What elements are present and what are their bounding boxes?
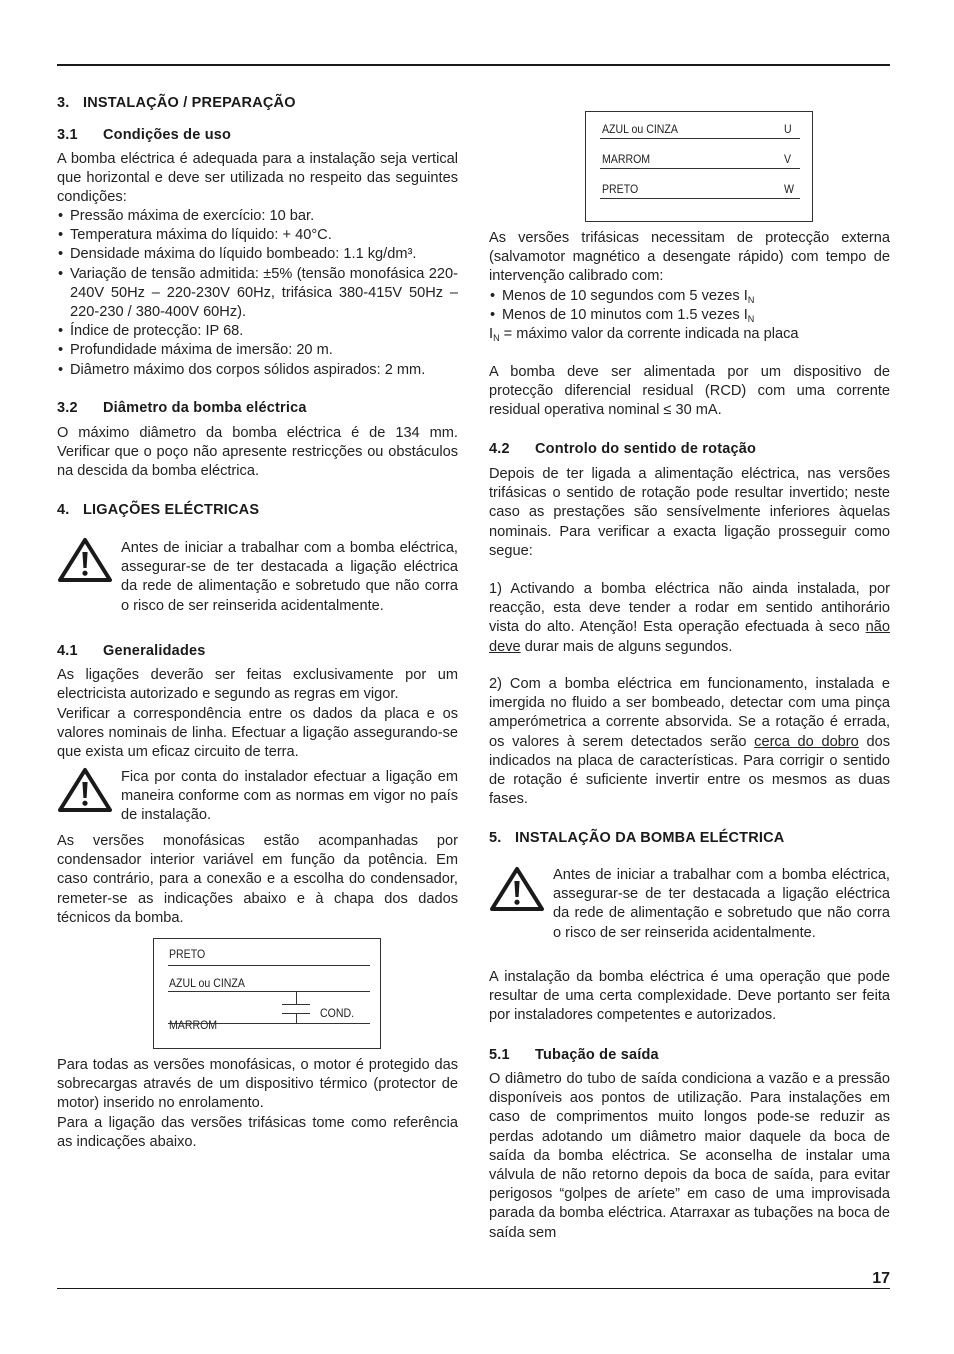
list-item: • Variação de tensão admitida: ±5% (tensão monofásica 220-240V 50Hz – 220-230V 60Hz, trifásica 380-415V 50Hz – 220-230 / 380-400V 60Hz). [57,265,458,323]
list-item: • Temperatura máxima do líquido: + 40°C. [57,226,458,245]
capacitor-lead [296,1013,297,1023]
terminal-label: W [784,182,794,196]
terminal-label: V [784,152,792,166]
wire-line [168,991,370,992]
installation-text: A instalação da bomba eléctrica é uma operação que pode resultar de uma certa complexidade. Deve portanto ser feita por instaladores competentes e autorizados. [489,969,890,1024]
rcd-text: A bomba deve ser alimentada por um dispositivo de protecção diferencial residual (RCD) com uma corrente residual operativa nominal ≤ 30 mA. [489,364,890,419]
section-3-2-heading: 3.2 Diâmetro da bomba eléctrica [57,400,307,416]
warning-text: Fica por conta do instalador efectuar a ligação em maneira conforme com as normas em vigor no país de instalação. [121,769,458,824]
list-item: • Menos de 10 segundos com 5 vezes $I_N$ [489,287,890,306]
pump-diameter-text: O máximo diâmetro da bomba eléctrica é de 134 mm. Verificar que o poço não apresente restricções ou obstáculos na descida da bomba eléctrica. [57,425,458,480]
wire-line [600,168,800,169]
generalities-text-2: Verificar a correspondência entre os dados da placa e os valores nominais de linha. Efectuar a ligação assegurando-se que exista um eficaz circuito de terra. [57,706,458,761]
rotation-step-2: 2) Com a bomba eléctrica em funcionamento, instalada e imergida no fluido a ser bombeado, detectar com uma pinça amperómetrica a corrente absorvida. Se a rotação é errada, os valores à serem detectados serão cerca do dobro dos indicados na placa de características. Para corrigir o sentido de rotação é suficiente invertir entre os mesmos as duas fases. [489,676,890,808]
wire-line [168,965,370,966]
warning-triangle-icon [57,537,113,583]
conditions-list [57,207,458,380]
list-item: • Índice de protecção: IP 68. [57,322,458,341]
capacitor-lead [296,991,297,1004]
list-item: • Densidade máxima do líquido bombeado: 1.1 kg/dm³. [57,245,458,264]
warning-block [489,866,890,943]
terminal-label: U [784,122,792,136]
wire-label-azul: AZUL ou CINZA [169,976,245,990]
three-phase-wiring-diagram [585,111,813,222]
bottom-rule [57,1288,890,1289]
wire-label-preto: PRETO [169,947,206,961]
section-5-1-heading: 5.1 Tubação de saída [489,1047,659,1063]
warning-triangle-icon [57,767,113,813]
thermal-protection-text: Para todas as versões monofásicas, o motor é protegido das sobrecargas através de um dispositivo térmico (protector de motor) inserido no enrolamento. [57,1057,458,1112]
single-phase-text: As versões monofásicas estão acompanhadas por condensador interior variável em função da potência. Em caso contrário, para a conexão e a escolha do condensador, remeter-se as indicações abaixo e à chapa dos dados técnicos da bomba. [57,833,458,926]
wire-label: AZUL ou CINZA [602,122,678,136]
section-3-1-heading: 3.1 Condições de uso [57,127,232,143]
section-4-2-heading: 4.2 Controlo do sentido de rotação [489,441,757,457]
section-4-1-heading: 4.1 Generalidades [57,643,206,659]
protection-timing-list [489,287,890,325]
outlet-pipe-text: O diâmetro do tubo de saída condiciona a vazão e a pressão disponíveis aos pontos de utilização. Para instalações em caso de comprimentos muito longos pode-se reduzir as perdas adotando um diâmetro maior daquele da boca de saída da bomba eléctrica. Se aconselha de instalar uma válvula de não retorno depois da boca de saída, para evitar perigosos “golpes de aríete” em caso de uma improvisada parada da bomba eléctrica. Atarraxar as tubações na boca de saída sem [489,1071,890,1241]
wire-line [168,1023,370,1024]
capacitor-plate [282,1004,310,1005]
warning-block [57,539,458,616]
wire-label: MARROM [602,152,651,166]
section-3-heading: 3. INSTALAÇÃO / PREPARAÇÃO [57,95,296,111]
wire-label: PRETO [602,182,639,196]
section-5-heading: 5. INSTALAÇÃO DA BOMBA ELÉCTRICA [489,830,785,846]
generalities-text-1: As ligações deverão ser feitas exclusivamente por um electricista autorizado e segundo as regras em vigor. [57,667,458,703]
warning-triangle-icon [489,866,545,912]
conditions-intro: A bomba eléctrica é adequada para a instalação seja vertical que horizontal e deve ser utilizada no respeito das seguintes condições: [57,151,458,206]
warning-text: Antes de iniciar a trabalhar com a bomba eléctrica, assegurar-se de ter destacada a ligação eléctrica da rede de alimentação e sobretudo que não corra o risco de ser reinserida acidentalmente. [121,540,458,614]
list-item: • Diâmetro máximo dos corpos sólidos aspirados: 2 mm. [57,361,458,380]
capacitor-label: COND. [320,1006,355,1020]
section-4-heading: 4. LIGAÇÕES ELÉCTRICAS [57,502,260,518]
rotation-step-1: 1) Activando a bomba eléctrica não ainda instalada, por reacção, esta deve tender a rodar em sentido antihorário vista do alto. Atenção! Esta operação efectuada à seco não deve durar mais de alguns segundos. [489,581,890,655]
wire-line [600,138,800,139]
wire-label-marrom: MARROM [169,1018,218,1032]
wire-line [600,198,800,199]
rotation-intro: Depois de ter ligada a alimentação eléctrica, nas versões trifásicas o sentido de rotação pode resultar invertido; neste caso as prestações são sensívelmente inferiores àquelas nominais. Para verificar a exacta ligação prosseguir como segue: [489,466,890,559]
warning-block [57,768,458,826]
page-number: 17 [872,1270,890,1287]
list-item: • Menos de 10 minutos com 1.5 vezes $I_N$ [489,306,890,325]
three-phase-reference-text: Para a ligação das versões trifásicas tome como referência as indicações abaixo. [57,1115,458,1151]
three-phase-protection-text: As versões trifásicas necessitam de protecção externa (salvamotor magnético a desengate rápido) com tempo de intervenção calibrado com: [489,230,890,285]
top-rule [57,64,890,66]
in-definition: $I_N$ = máximo valor da corrente indicada na placa [489,326,799,343]
list-item: • Pressão máxima de exercício: 10 bar. [57,207,458,226]
single-phase-wiring-diagram [153,938,381,1049]
warning-text: Antes de iniciar a trabalhar com a bomba eléctrica, assegurar-se de ter destacada a ligação eléctrica da rede de alimentação e sobretudo que não corra o risco de ser reinserida acidentalmente. [553,867,890,941]
list-item: • Profundidade máxima de imersão: 20 m. [57,341,458,360]
